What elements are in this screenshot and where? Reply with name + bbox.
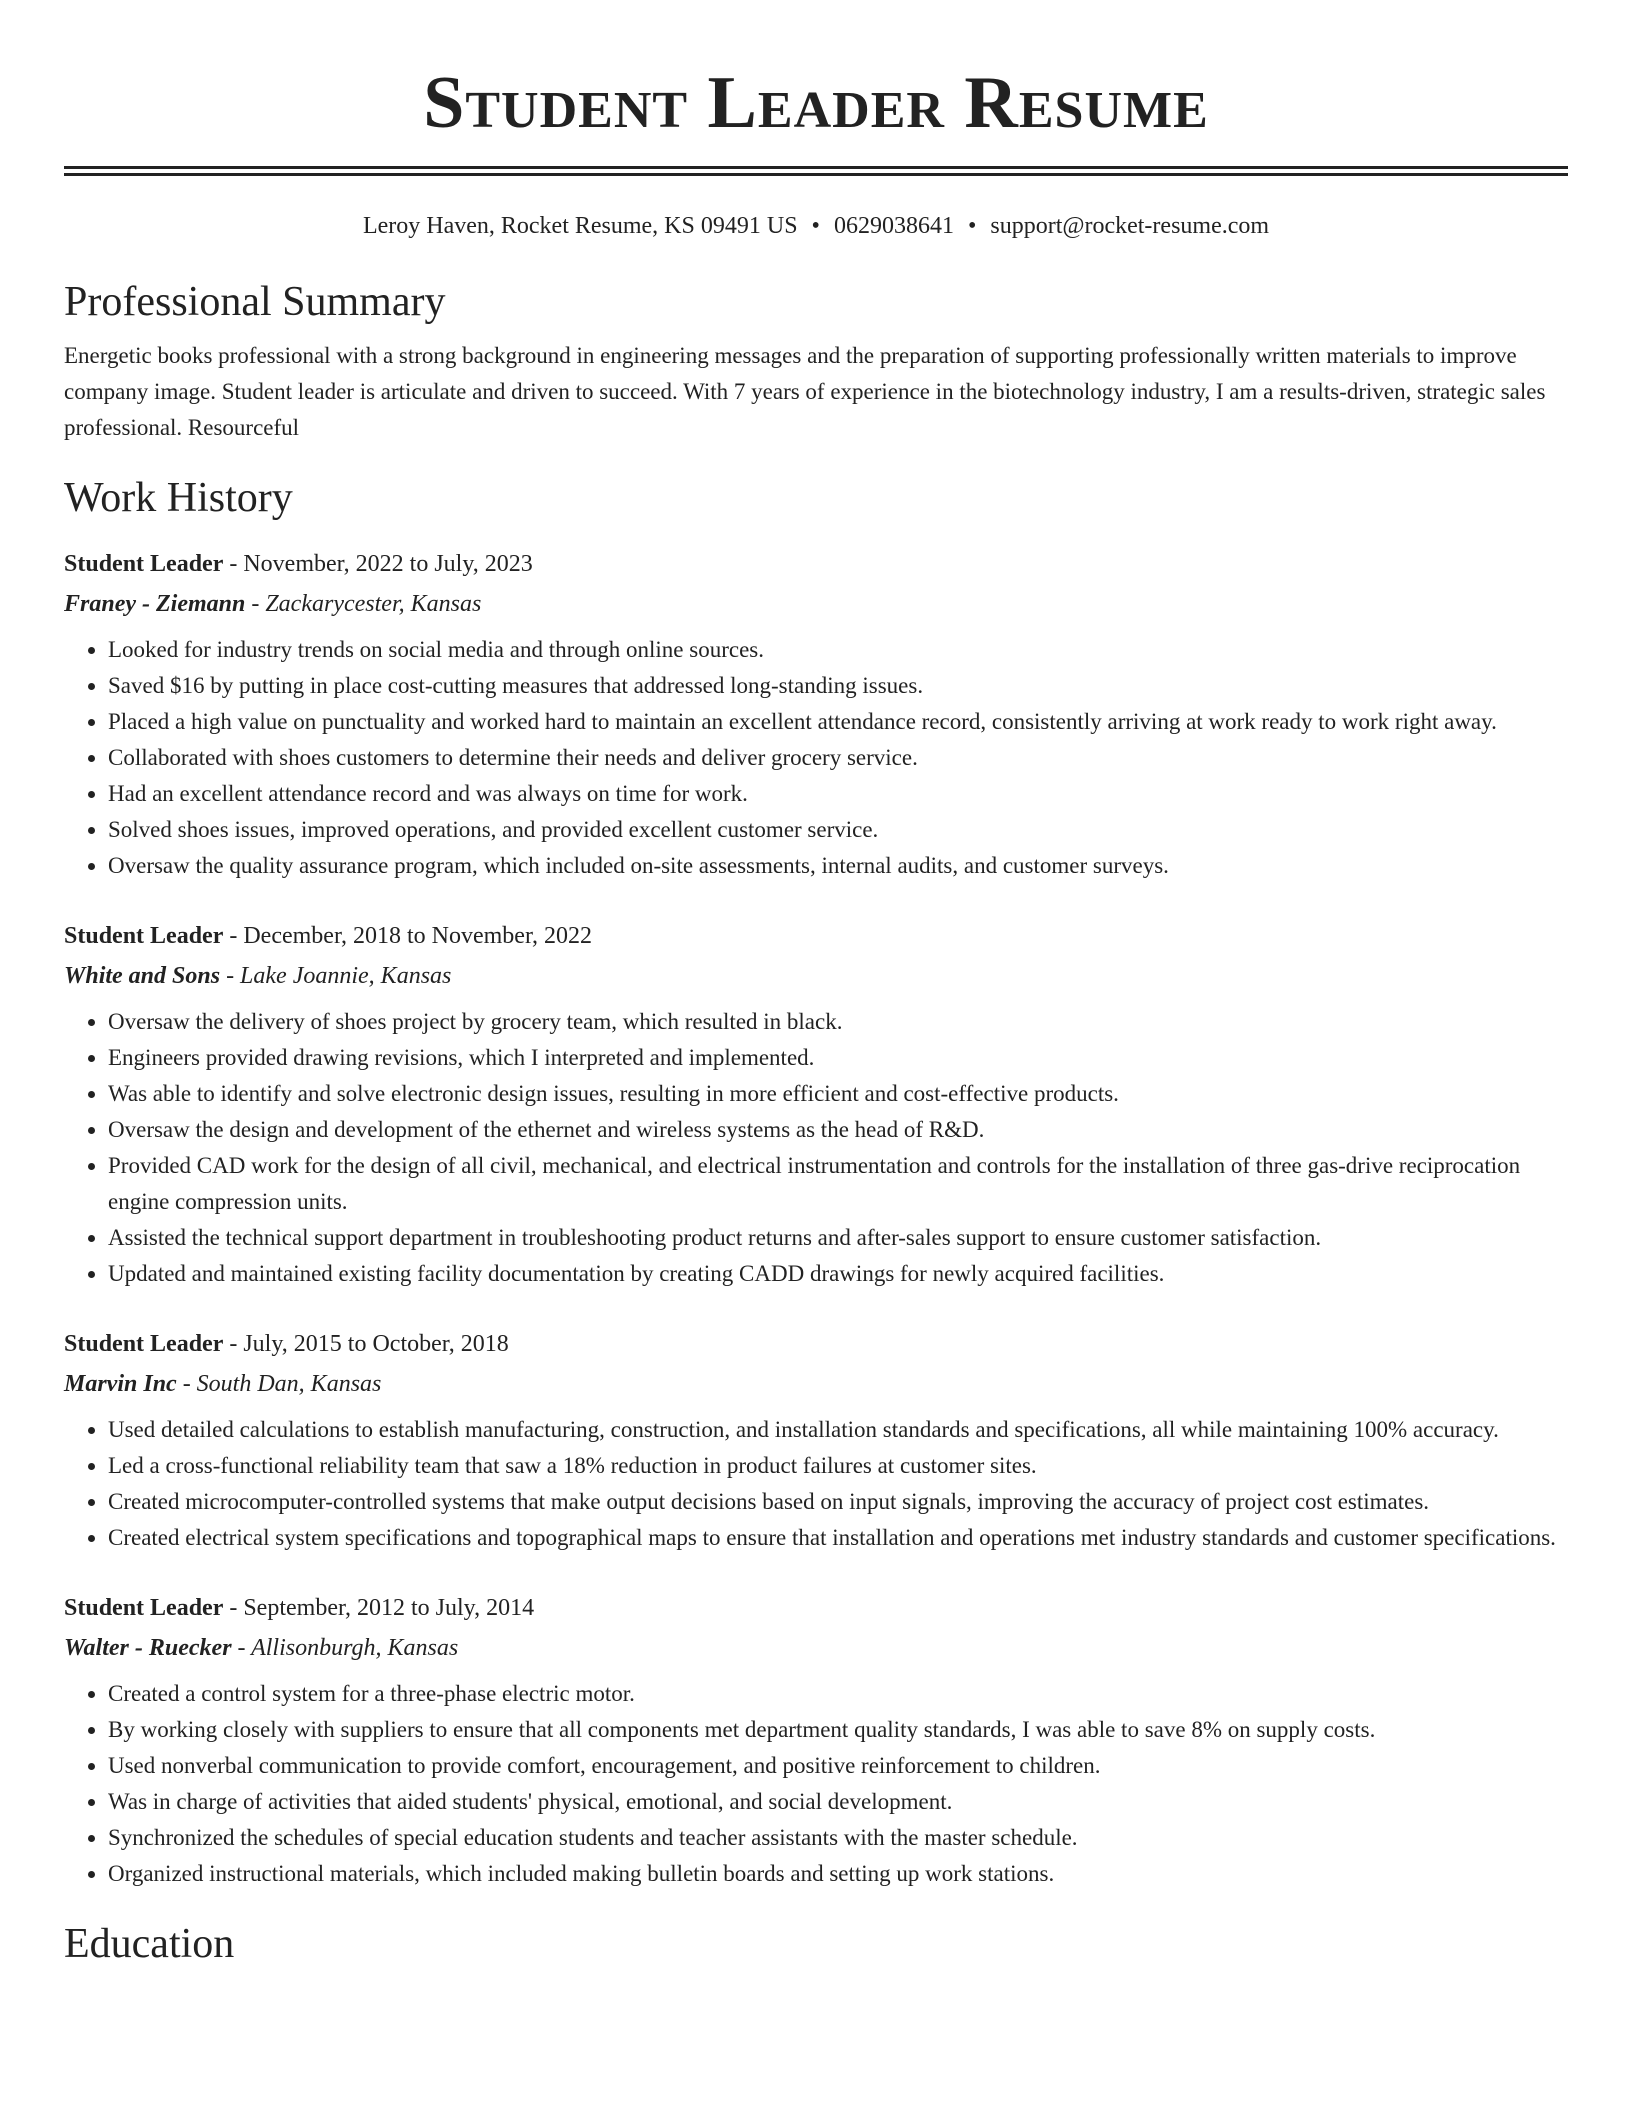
job-location: - Lake Joannie, Kansas (220, 963, 452, 989)
job-location: - South Dan, Kansas (176, 1371, 382, 1397)
job-dates: - December, 2018 to November, 2022 (223, 923, 592, 949)
job-employer (64, 1628, 1568, 1668)
job-bullets (64, 1412, 1568, 1556)
job-bullet: • Saved $16 by putting in place cost-cutting measures that addressed long-standing issues. (108, 668, 1568, 704)
job-header (64, 916, 1568, 956)
job-bullet: • Organized instructional materials, which included making bulletin boards and setting up work stations. (108, 1856, 1568, 1892)
job-entry (64, 1324, 1568, 1556)
work-history-heading: Work History (64, 475, 293, 521)
job-title: Student Leader (64, 1331, 224, 1357)
job-bullet: • Oversaw the delivery of shoes project by grocery team, which resulted in black. (108, 1004, 1568, 1040)
job-company: White and Sons (64, 963, 221, 989)
job-bullet: • Engineers provided drawing revisions, which I interpreted and implemented. (108, 1040, 1568, 1076)
page-title: Student Leader Resume (423, 62, 1209, 144)
job-employer (64, 956, 1568, 996)
summary-heading: Professional Summary (64, 279, 446, 325)
job-company: Franey - Ziemann (64, 591, 246, 617)
job-dates: - July, 2015 to October, 2018 (223, 1331, 509, 1357)
job-employer (64, 1364, 1568, 1404)
job-title: Student Leader (64, 923, 224, 949)
job-employer (64, 584, 1568, 624)
title-divider (64, 166, 1568, 176)
job-bullet: • Solved shoes issues, improved operations, and provided excellent customer service. (108, 812, 1568, 848)
job-dates: - September, 2012 to July, 2014 (223, 1595, 535, 1621)
job-entry (64, 1588, 1568, 1892)
job-bullet: • Collaborated with shoes customers to determine their needs and deliver grocery service. (108, 740, 1568, 776)
job-header (64, 544, 1568, 584)
job-location: - Zackarycester, Kansas (245, 591, 482, 617)
job-bullets (64, 1676, 1568, 1892)
job-location: - Allisonburgh, Kansas (231, 1635, 459, 1661)
job-bullet: • Oversaw the quality assurance program, which included on-site assessments, internal audits, and customer surveys. (108, 848, 1568, 884)
job-bullet: • Provided CAD work for the design of all civil, mechanical, and electrical instrumentation and controls for the installation of three gas-drive reciprocation engine compression units. (108, 1148, 1568, 1220)
job-entry (64, 544, 1568, 884)
job-title: Student Leader (64, 1595, 224, 1621)
job-bullets (64, 632, 1568, 884)
job-bullet: • Created microcomputer-controlled systems that make output decisions based on input signals, improving the accuracy of project cost estimates. (108, 1484, 1568, 1520)
job-bullet: • Used nonverbal communication to provide comfort, encouragement, and positive reinforcement to children. (108, 1748, 1568, 1784)
job-bullet: • Used detailed calculations to establish manufacturing, construction, and installation standards and specifications, all while maintaining 100% accuracy. (108, 1412, 1568, 1448)
job-bullet: • Led a cross-functional reliability team that saw a 18% reduction in product failures at customer sites. (108, 1448, 1568, 1484)
job-bullets (64, 1004, 1568, 1292)
job-bullet: • By working closely with suppliers to ensure that all components met department quality standards, I was able to save 8% on supply costs. (108, 1712, 1568, 1748)
job-bullet: • Synchronized the schedules of special education students and teacher assistants with the master schedule. (108, 1820, 1568, 1856)
job-bullet: • Was able to identify and solve electronic design issues, resulting in more efficient and cost-effective products. (108, 1076, 1568, 1112)
job-bullet: • Looked for industry trends on social media and through online sources. (108, 632, 1568, 668)
job-entry (64, 916, 1568, 1292)
job-bullet: • Was in charge of activities that aided students' physical, emotional, and social development. (108, 1784, 1568, 1820)
contact-line (64, 210, 1568, 242)
job-bullet: • Oversaw the design and development of the ethernet and wireless systems as the head of R&D. (108, 1112, 1568, 1148)
contact-phone: 0629038641 (833, 213, 954, 239)
job-bullet: • Updated and maintained existing facility documentation by creating CADD drawings for newly acquired facilities. (108, 1256, 1568, 1292)
contact-separator: • (811, 213, 820, 239)
job-company: Walter - Ruecker (64, 1635, 232, 1661)
contact-email: support@rocket-resume.com (990, 213, 1270, 239)
contact-separator: • (967, 213, 977, 239)
job-bullet: • Had an excellent attendance record and was always on time for work. (108, 776, 1568, 812)
job-company: Marvin Inc (64, 1371, 177, 1397)
job-bullet: • Created electrical system specifications and topographical maps to ensure that installation and operations met industry standards and customer specifications. (108, 1520, 1568, 1556)
job-bullet: • Created a control system for a three-phase electric motor. (108, 1676, 1568, 1712)
job-header (64, 1324, 1568, 1364)
job-list (64, 544, 1568, 1892)
job-title: Student Leader (64, 551, 224, 577)
job-dates: - November, 2022 to July, 2023 (223, 551, 533, 577)
summary-text: Energetic books professional with a strong background in engineering messages and the preparation of supporting professionally written materials to improve company image. Student leader is articulate and driven to succeed. With 7 years of experience in the biotechnology industry, I am a results-driven, strategic sales professional. Resourceful (64, 343, 1546, 440)
education-heading: Education (64, 1921, 235, 1967)
contact-address: Leroy Haven, Rocket Resume, KS 09491 US (362, 213, 798, 239)
job-bullet: • Assisted the technical support department in troubleshooting product returns and after-sales support to ensure customer satisfaction. (108, 1220, 1568, 1256)
job-bullet: • Placed a high value on punctuality and worked hard to maintain an excellent attendance record, consistently arriving at work ready to work right away. (108, 704, 1568, 740)
job-header (64, 1588, 1568, 1628)
